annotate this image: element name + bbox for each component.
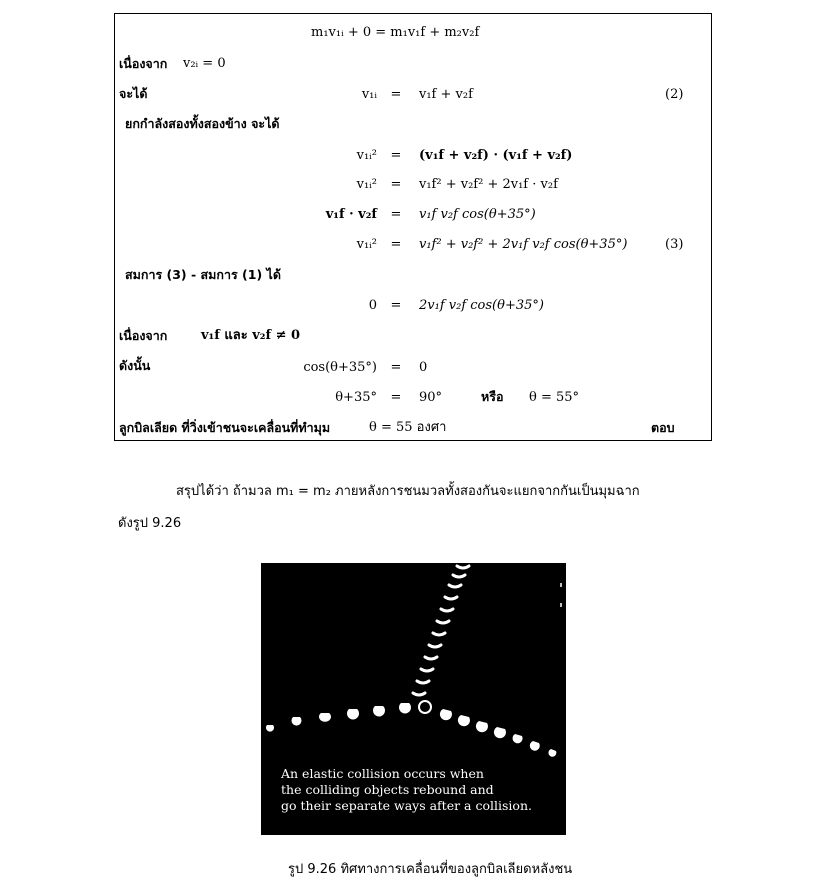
since-expression: v₂ᵢ = 0 [183,56,226,71]
since-label: เนื่องจาก [119,56,168,71]
eqB-lhs: v₁ᵢ² [356,177,377,192]
eqG-lhs: θ+35° [335,390,377,405]
eq2-equals: = [390,87,402,102]
get-label: จะได้ [119,86,148,101]
summary-line-1: สรุปได้ว่า ถ้ามวล m₁ = m₂ ภายหลังการชนมวลทั้งสองกันจะแยกจากกันเป็นมุมฉาก [176,484,640,499]
photo-text-line-2: the colliding objects rebound and [281,782,494,797]
eqD-lhs: v₁ᵢ² [356,237,377,252]
eqE-lhs: 0 [368,298,377,313]
incoming-ball-trail [266,703,411,732]
answer-label: ตอบ [651,420,675,435]
figure-caption: รูป 9.26 ทิศทางการเคลื่อนที่ของลูกบิลเลียดหลังชน [288,862,573,877]
final-statement: ลูกบิลเลียด ที่วิ่งเข้าชนจะเคลื่อนที่ทำมุม [119,420,331,435]
eqD-rhs: v₁f² + v₂f² + 2v₁f v₂f cos(θ+35°) [419,237,628,252]
eqD-equals: = [390,237,402,252]
eqB-equals: = [390,177,402,192]
photo-caption-text [281,766,532,814]
eqF-equals: = [390,360,402,375]
impact-ball [419,701,431,713]
final-expression: θ = 55 องศา [369,420,447,435]
subtract-label: สมการ (3) - สมการ (1) ได้ [125,267,281,282]
derivation-box [114,13,712,441]
square-both-sides-label: ยกกำลังสองทั้งสองข้าง จะได้ [125,116,280,131]
eqC-rhs: v₁f v₂f cos(θ+35°) [419,207,536,222]
deflected-ball-trail [413,566,469,695]
photo-text-line-1: An elastic collision occurs when [281,766,484,781]
eqB-rhs: v₁f² + v₂f² + 2v₁f · v₂f [419,177,558,192]
eqA-rhs: (v₁f + v₂f) · (v₁f + v₂f) [419,148,573,163]
summary-line-2: ดังรูป 9.26 [118,516,182,531]
eqE-equals: = [390,298,402,313]
eq2-lhs: v₁ᵢ [361,87,377,102]
eq2-number: (2) [665,87,684,102]
eq3-number: (3) [665,237,684,252]
eqC-equals: = [390,207,402,222]
eqA-equals: = [390,148,402,163]
eq2-rhs: v₁f + v₂f [419,87,473,102]
since2-expression: v₁f และ v₂f ≠ 0 [201,328,301,343]
eqG-rhs: 90° [419,390,443,405]
eqA-lhs: v₁ᵢ² [356,148,377,163]
eqG-alternate: θ = 55° [529,390,580,405]
eqC-lhs: v₁f · v₂f [325,207,377,222]
eqE-rhs: 2v₁f v₂f cos(θ+35°) [419,298,544,313]
photo-text-line-3: go their separate ways after a collision. [281,798,532,813]
or-label: หรือ [481,389,504,404]
collision-photo [261,563,566,835]
eqG-equals: = [390,390,402,405]
eqF-rhs: 0 [419,360,428,375]
target-ball-trail [440,709,556,757]
momentum-equation: m₁v₁ᵢ + 0 = m₁v₁f + m₂v₂f [311,25,480,40]
therefore-label: ดังนั้น [119,358,151,373]
since2-label: เนื่องจาก [119,328,168,343]
eqF-lhs: cos(θ+35°) [303,360,377,375]
